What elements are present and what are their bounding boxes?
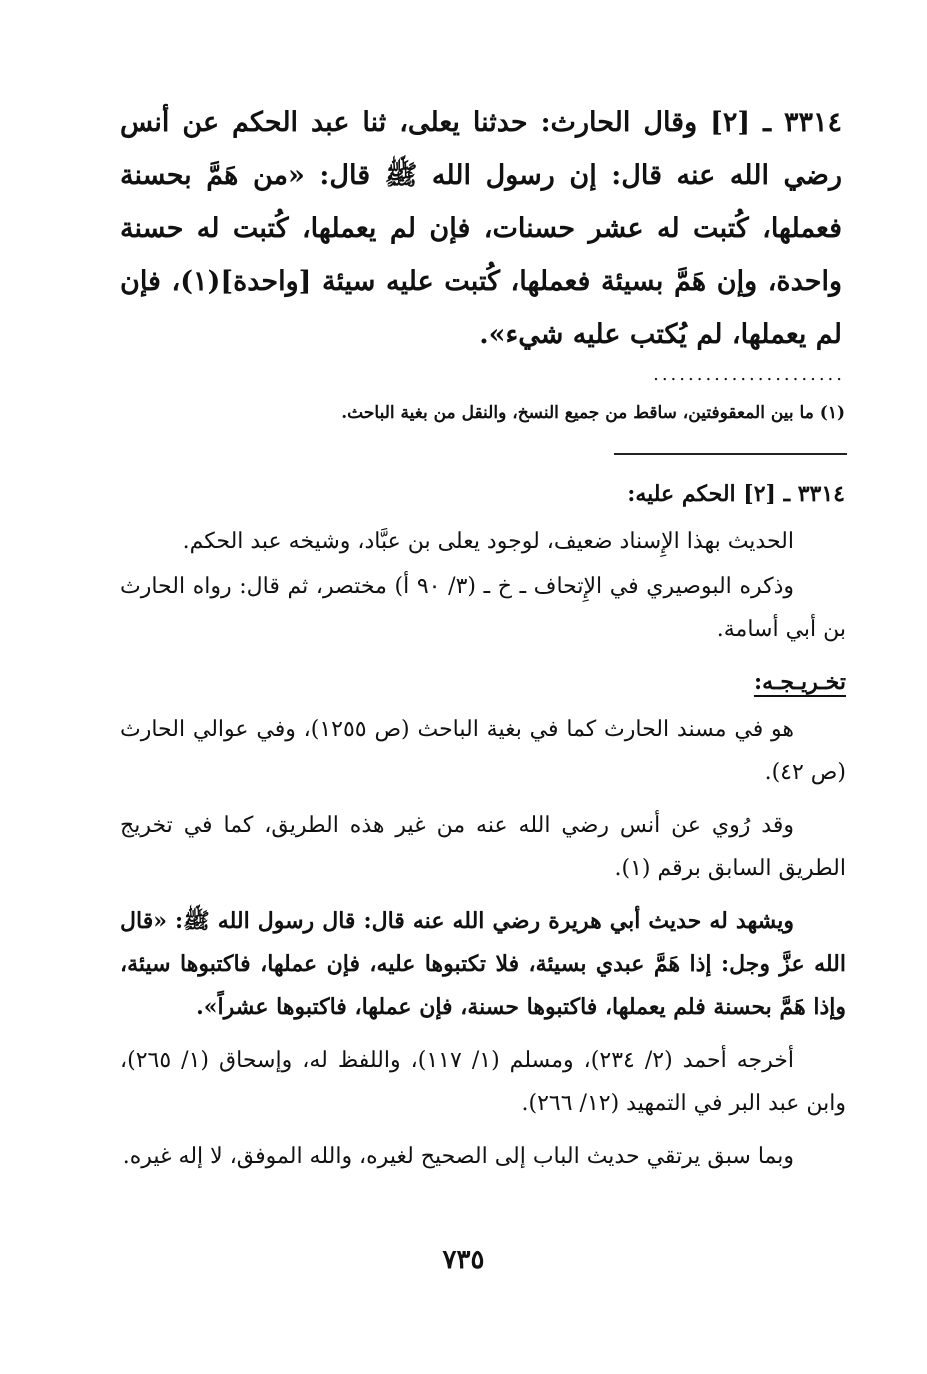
section-divider <box>614 453 847 455</box>
ruling-title: ٣٣١٤ ـ [٢] الحكم عليه: <box>627 481 845 507</box>
commentary-body <box>120 520 846 1188</box>
page-number: ٧٣٥ <box>442 1245 485 1275</box>
ruling-paragraph-1: الحديث بهذا الإِسناد ضعيف، لوجود يعلى بن عبَّاد، وشيخه عبد الحكم. <box>182 529 794 554</box>
ruling-paragraph-2: وذكره البوصيري في الإِتحاف ـ خ ـ (٣/ ٩٠ أ) مختصر، ثم قال: رواه الحارث بن أبي أسامة. <box>120 574 846 642</box>
takhrij-paragraph-2: وقد رُوي عن أنس رضي الله عنه من غير هذه الطريق، كما في تخريج الطريق السابق برقم (١). <box>120 813 846 881</box>
footnote: (١) ما بين المعقوفتين، ساقط من جميع النسخ، والنقل من بغية الباحث. <box>341 403 845 423</box>
takhrij-paragraph-1: هو في مسند الحارث كما في بغية الباحث (ص ١٢٥٥)، وفي عوالي الحارث (ص ٤٢). <box>120 717 846 785</box>
hadith-text: ٣٣١٤ ـ [٢] وقال الحارث: حدثنا يعلى، ثنا عبد الحكم عن أنس رضي الله عنه قال: إن رسول الله ﷺ قال: «من هَمَّ بحسنة فعملها، كُتبت له عشر حسنات، فإن لم يعملها، كُتبت له حسنة واحدة، وإن هَمَّ بسيئة فعملها، كُتبت عليه سيئة [واحدة](١)، فإن لم يعملها، لم يُكتب عليه شيء». <box>120 107 842 350</box>
takhrij-heading: تخـريـجـه: <box>753 669 846 695</box>
takhrij-paragraph-5: وبما سبق يرتقي حديث الباب إلى الصحيح لغيره، والله الموفق، لا إله غيره. <box>122 1144 794 1169</box>
takhrij-paragraph-3: ويشهد له حديث أبي هريرة رضي الله عنه قال: قال رسول الله ﷺ: «قال الله عزَّ وجل: إذا هَمَّ عبدي بسيئة، فلا تكتبوها عليه، فإن عملها، فاكتبوها سيئة، وإذا هَمَّ بحسنة فلم يعملها، فاكتبوها حسنة، فإن عملها، فاكتبوها عشراً». <box>120 908 846 1020</box>
takhrij-heading-row <box>120 661 846 708</box>
footnote-separator-dots: ...................... <box>653 364 845 385</box>
takhrij-paragraph-4: أخرجه أحمد (٢/ ٢٣٤)، ومسلم (١/ ١١٧)، واللفظ له، وإسحاق (١/ ٢٦٥)، وابن عبد البر في التمهيد (١٢/ ٢٦٦). <box>120 1048 846 1116</box>
